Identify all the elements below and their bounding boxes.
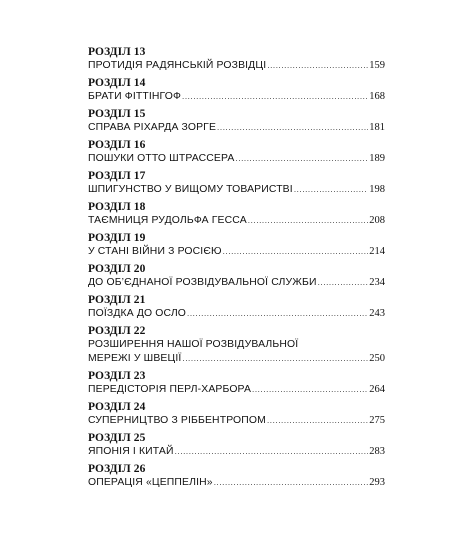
toc-line: [88, 307, 385, 321]
dot-leader: [182, 352, 368, 366]
page-number: 214: [369, 246, 385, 257]
chapter-title-line-1: РОЗШИРЕННЯ НАШОЇ РОЗВІДУВАЛЬНОЇ: [88, 339, 299, 350]
toc-line: [88, 352, 385, 366]
toc-line: [88, 445, 385, 459]
page-number: 264: [369, 384, 385, 395]
chapter-title: СУПЕРНИЦТВО З РІББЕНТРОПОМ: [88, 415, 266, 426]
chapter-heading: РОЗДІЛ 19: [88, 232, 146, 244]
chapter-title: МЕРЕЖІ У ШВЕЦІЇ: [88, 353, 182, 364]
chapter-title: ТАЄМНИЦЯ РУДОЛЬФА ГЕССА: [88, 215, 247, 226]
chapter-heading: РОЗДІЛ 23: [88, 370, 146, 382]
toc-line: [88, 214, 385, 228]
dot-leader: [294, 183, 368, 197]
page-number: 189: [369, 153, 385, 164]
chapter-heading: РОЗДІЛ 22: [88, 325, 146, 337]
page-number: 275: [369, 415, 385, 426]
toc-entry-26: [88, 462, 385, 493]
chapter-title: ЯПОНІЯ І КИТАЙ: [88, 446, 174, 457]
page-number: 243: [369, 308, 385, 319]
page-number: 168: [369, 91, 385, 102]
page-number: 293: [369, 477, 385, 488]
chapter-heading: РОЗДІЛ 26: [88, 463, 146, 475]
dot-leader: [182, 90, 368, 104]
chapter-heading: РОЗДІЛ 17: [88, 170, 146, 182]
toc-line: [88, 121, 385, 135]
toc-entry-22: [88, 324, 385, 369]
toc-line: [88, 383, 385, 397]
dot-leader: [318, 276, 369, 290]
dot-leader: [223, 245, 369, 259]
chapter-title: ОПЕРАЦІЯ «ЦЕППЕЛІН»: [88, 477, 213, 488]
toc-entry-19: [88, 231, 385, 262]
dot-leader: [217, 121, 368, 135]
toc-entry-24: [88, 400, 385, 431]
chapter-title: ДО ОБ’ЄДНАНОЇ РОЗВІДУВАЛЬНОЇ СЛУЖБИ: [88, 277, 317, 288]
page-number: 283: [369, 446, 385, 457]
page-number: 250: [369, 353, 385, 364]
dot-leader: [235, 152, 368, 166]
page-number: 159: [369, 60, 385, 71]
chapter-title: БРАТИ ФІТТІНГОФ: [88, 91, 182, 102]
chapter-heading: РОЗДІЛ 24: [88, 401, 146, 413]
toc-line: [88, 476, 385, 490]
page-number: 198: [369, 184, 385, 195]
page-number: 234: [369, 277, 385, 288]
toc-line: [88, 183, 385, 197]
toc-line: [88, 59, 385, 73]
toc-entry-17: [88, 169, 385, 200]
dot-leader: [248, 214, 368, 228]
chapter-title: ПОЇЗДКА ДО ОСЛО: [88, 308, 187, 319]
dot-leader: [175, 445, 369, 459]
chapter-heading: РОЗДІЛ 25: [88, 432, 146, 444]
chapter-heading: РОЗДІЛ 20: [88, 263, 146, 275]
chapter-heading: РОЗДІЛ 15: [88, 108, 146, 120]
toc-entry-13: [88, 45, 385, 76]
toc-entry-18: [88, 200, 385, 231]
toc-line: [88, 245, 385, 259]
chapter-title: ШПИГУНСТВО У ВИЩОМУ ТОВАРИСТВІ: [88, 184, 293, 195]
chapter-heading: РОЗДІЛ 13: [88, 46, 146, 58]
chapter-heading: РОЗДІЛ 18: [88, 201, 146, 213]
toc-entry-21: [88, 293, 385, 324]
toc-entry-14: [88, 76, 385, 107]
chapter-title: СПРАВА РІХАРДА ЗОРГЕ: [88, 122, 217, 133]
page-number: 181: [369, 122, 385, 133]
toc-line: [88, 414, 385, 428]
chapter-heading: РОЗДІЛ 16: [88, 139, 146, 151]
toc-entry-20: [88, 262, 385, 293]
chapter-title: У СТАНІ ВІЙНИ З РОСІЄЮ: [88, 246, 222, 257]
page-number: 208: [369, 215, 385, 226]
table-of-contents: [88, 45, 385, 493]
toc-entry-16: [88, 138, 385, 169]
toc-entry-25: [88, 431, 385, 462]
chapter-title: ПРОТИДІЯ РАДЯНСЬКІЙ РОЗВІДЦІ: [88, 60, 267, 71]
dot-leader: [187, 307, 368, 321]
chapter-heading: РОЗДІЛ 21: [88, 294, 146, 306]
toc-entry-23: [88, 369, 385, 400]
chapter-title: ПЕРЕДІСТОРІЯ ПЕРЛ-ХАРБОРА: [88, 384, 252, 395]
chapter-heading: РОЗДІЛ 14: [88, 77, 146, 89]
chapter-title: ПОШУКИ ОТТО ШТРАССЕРА: [88, 153, 235, 164]
toc-line: [88, 90, 385, 104]
dot-leader: [252, 383, 368, 397]
dot-leader: [214, 476, 369, 490]
toc-line: [88, 276, 385, 290]
dot-leader: [267, 414, 368, 428]
dot-leader: [267, 59, 368, 73]
toc-line: [88, 152, 385, 166]
toc-entry-15: [88, 107, 385, 138]
